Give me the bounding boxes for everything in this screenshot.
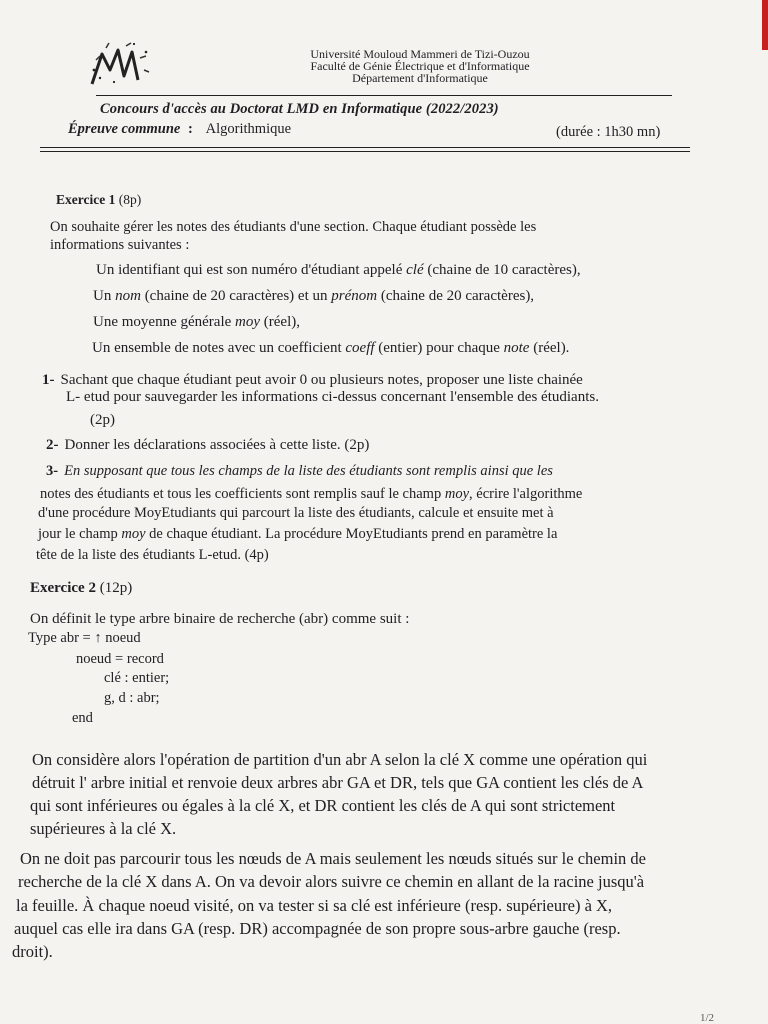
double-rule-top [40, 147, 690, 148]
para2-line3: la feuille. À chaque noeud visité, on va tester si sa clé est inférieure (resp. supérieure) à X, [16, 896, 613, 915]
para1-line1: On considère alors l'opération de partition d'un abr A selon la clé X comme une opération qui [32, 750, 648, 769]
exercise2-label: Exercice 2 [30, 580, 96, 596]
question1-line2: L- etud pour sauvegarder les informations ci-dessus concernant l'ensemble des étudiants. [66, 389, 599, 405]
double-rule-bottom [40, 151, 690, 152]
exercise2-title [30, 580, 132, 597]
exercise1-points: (8p) [118, 192, 142, 207]
epreuve-label: Épreuve commune [68, 121, 181, 137]
field-item-cle: Un identifiant qui est son numéro d'étudiant appelé clé (chaine de 10 caractères), [96, 262, 581, 278]
code-line-cle: clé : entier; [104, 670, 170, 686]
exercise1-title [56, 192, 141, 208]
question1: 1- Sachant que chaque étudiant peut avoir 0 ou plusieurs notes, proposer une liste chainée [42, 372, 583, 388]
department-name: Département d'Informatique [352, 71, 488, 85]
para1-line2: détruit l' arbre initial et renvoie deux arbres abr GA et DR, tels que GA contient les clés de A [32, 773, 644, 792]
exercise1-intro-line1: On souhaite gérer les notes des étudiants d'une section. Chaque étudiant possède les [50, 219, 537, 235]
question3-line5: tête de la liste des étudiants L-etud. (4p) [36, 547, 269, 563]
para2-line4: auquel cas elle ira dans GA (resp. DR) accompagnée de son propre sous-arbre gauche (resp. [14, 919, 621, 938]
epreuve-separator: : [188, 121, 193, 137]
field-item-moy: Une moyenne générale moy (réel), [93, 314, 300, 330]
question1-points: (2p) [90, 412, 115, 428]
exam-duration: (durée : 1h30 mn) [556, 124, 661, 140]
code-line-type: Type abr = ↑ noeud [28, 630, 141, 646]
exercise1-label: Exercice 1 [56, 192, 116, 207]
field-item-notes: Un ensemble de notes avec un coefficient coeff (entier) pour chaque note (réel). [92, 340, 570, 356]
code-line-gd: g, d : abr; [104, 690, 160, 706]
para2-line5: droit). [12, 942, 53, 961]
subject-name: Algorithmique [205, 121, 292, 137]
exercise2-intro: On définit le type arbre binaire de recherche (abr) comme suit : [30, 611, 410, 627]
para2-line2: recherche de la clé X dans A. On va devoir alors suivre ce chemin en allant de la racine jusqu'à [18, 872, 645, 891]
question3: 3- En supposant que tous les champs de la liste des étudiants sont remplis ainsi que les [46, 463, 553, 479]
code-line-record: noeud = record [76, 651, 164, 667]
contest-title: Concours d'accès au Doctorat LMD en Informatique (2022/2023) [100, 101, 499, 117]
exercise2-points: (12p) [99, 580, 133, 596]
page-number: 1/2 [700, 1012, 715, 1024]
university-name: Université Mouloud Mammeri de Tizi-Ouzou [310, 47, 530, 61]
header-rule [96, 95, 672, 96]
question3-line4: jour le champ moy de chaque étudiant. La procédure MoyEtudiants prend en paramètre la [38, 526, 558, 542]
university-header [240, 48, 600, 84]
faculty-name: Faculté de Génie Électrique et d'Informatique [310, 59, 530, 73]
para1-line4: supérieures à la clé X. [30, 819, 177, 838]
code-line-end: end [72, 710, 93, 726]
university-logo [86, 40, 156, 90]
question3-line2: notes des étudiants et tous les coefficients sont remplis sauf le champ moy, écrire l'algorithme [40, 486, 583, 502]
red-edge-mark [762, 0, 768, 50]
para2-line1: On ne doit pas parcourir tous les nœuds de A mais seulement les nœuds situés sur le chemin de [20, 849, 646, 868]
field-item-nom-prenom: Un nom (chaine de 20 caractères) et un prénom (chaine de 20 caractères), [93, 288, 535, 304]
epreuve-line [68, 121, 291, 138]
question2: 2- Donner les déclarations associées à cette liste. (2p) [46, 437, 370, 453]
question3-line3: d'une procédure MoyEtudiants qui parcourt la liste des étudiants, calcule et ensuite met à [38, 505, 554, 521]
exercise1-intro-line2: informations suivantes : [50, 237, 190, 253]
para1-line3: qui sont inférieures ou égales à la clé X, et DR contient les clés de A qui sont strictement [30, 796, 616, 815]
